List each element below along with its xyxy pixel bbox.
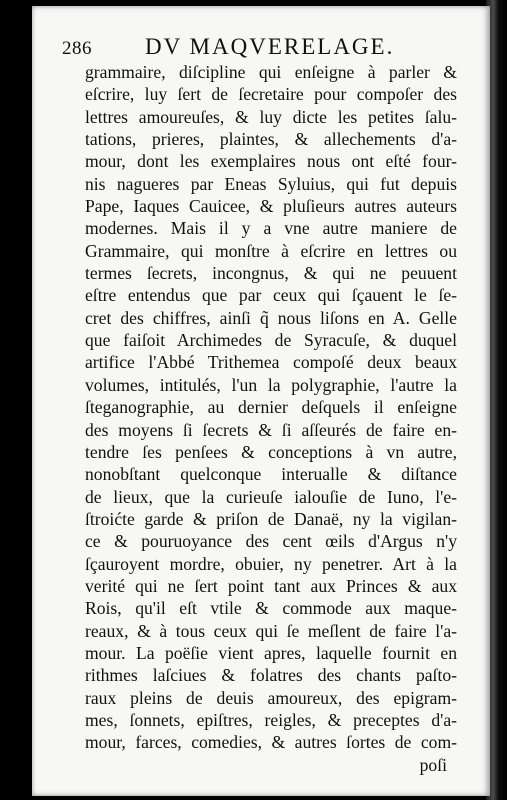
text-line: rithmes laſciues & folatres des chants paſto- [85, 665, 457, 686]
running-title: DV MAQVERELAGE. [145, 34, 395, 59]
text-line: Pape, Iaques Cauicee, & pluſieurs autres auteurs [85, 196, 457, 217]
text-line: Grammaire, qui monſtre à eſcrire en lettres ou [85, 240, 457, 261]
page-number: 286 [62, 38, 92, 59]
text-line: cret des chiffres, ainſi q̃ nous liſons en A. Gelle [85, 307, 457, 328]
text-line: ce & pouruoyance des cent œils d'Argus n'y [85, 531, 457, 552]
text-line: ſteganographie, au dernier deſquels il enſeigne [85, 397, 457, 418]
text-line: des moyens ſi ſecrets & ſi aſſeurés de faire en- [85, 419, 457, 440]
text-line: ſtroićte garde & priſon de Danaë, ny la vigilan- [85, 508, 457, 529]
text-line: que faiſoit Archimedes de Syracuſe, & duquel [85, 330, 457, 351]
text-line: ſçauroyent mordre, obuier, ny penetrer. Art à la [85, 553, 457, 574]
text-line: mes, ſonnets, epiſtres, reigles, & preceptes d'a- [85, 709, 457, 730]
body-text [85, 61, 457, 776]
text-line: modernes. Mais il y a vne autre maniere de [85, 218, 457, 239]
catchword: poſi [419, 754, 447, 775]
text-line: grammaire, diſcipline qui enſeigne à parler & [85, 62, 457, 82]
text-line: eſtre entendus que par ceux qui ſçauent le ſe- [85, 285, 457, 306]
text-line: mour, dont les exemplaires nous ont eſté four- [85, 151, 457, 172]
text-line: nis nagueres par Eneas Syluius, qui fut depuis [85, 173, 457, 194]
text-line: Rois, qu'il eſt vtile & commode aux maque- [85, 598, 457, 619]
text-line: eſcrire, luy ſert de ſecretaire pour compoſer des [85, 84, 457, 105]
text-line: reaux, & à tous ceux qui ſe meſlent de faire l'a- [85, 620, 457, 641]
page-header [62, 34, 462, 64]
text-line: lettres amoureuſes, & luy dicte les petites ſalu- [85, 106, 457, 127]
text-line: verité qui ne ſert point tant aux Princes & aux [85, 575, 457, 596]
text-line: tendre ſes penſees & conceptions à vn autre, [85, 441, 457, 462]
text-line: mour. La poëſie vient apres, laquelle fournit en [85, 642, 457, 663]
text-line: nonobſtant quelconque interualle & diſtance [85, 464, 457, 485]
text-line: raux pleins de deuis amoureux, des epigram- [85, 687, 457, 708]
text-line: mour, farces, comedies, & autres ſortes de com- [85, 732, 457, 753]
text-line: tations, prieres, plaintes, & allechements d'a- [85, 129, 457, 150]
text-line: de lieux, que la curieuſe ialouſie de Iuno, l'e- [85, 486, 457, 507]
text-line: termes ſecrets, incongnus, & qui ne peuuent [85, 263, 457, 284]
text-line: volumes, intitulés, l'un la polygraphie, l'autre la [85, 374, 457, 395]
text-line: artifice l'Abbé Trithemea compoſé deux beaux [85, 352, 457, 373]
